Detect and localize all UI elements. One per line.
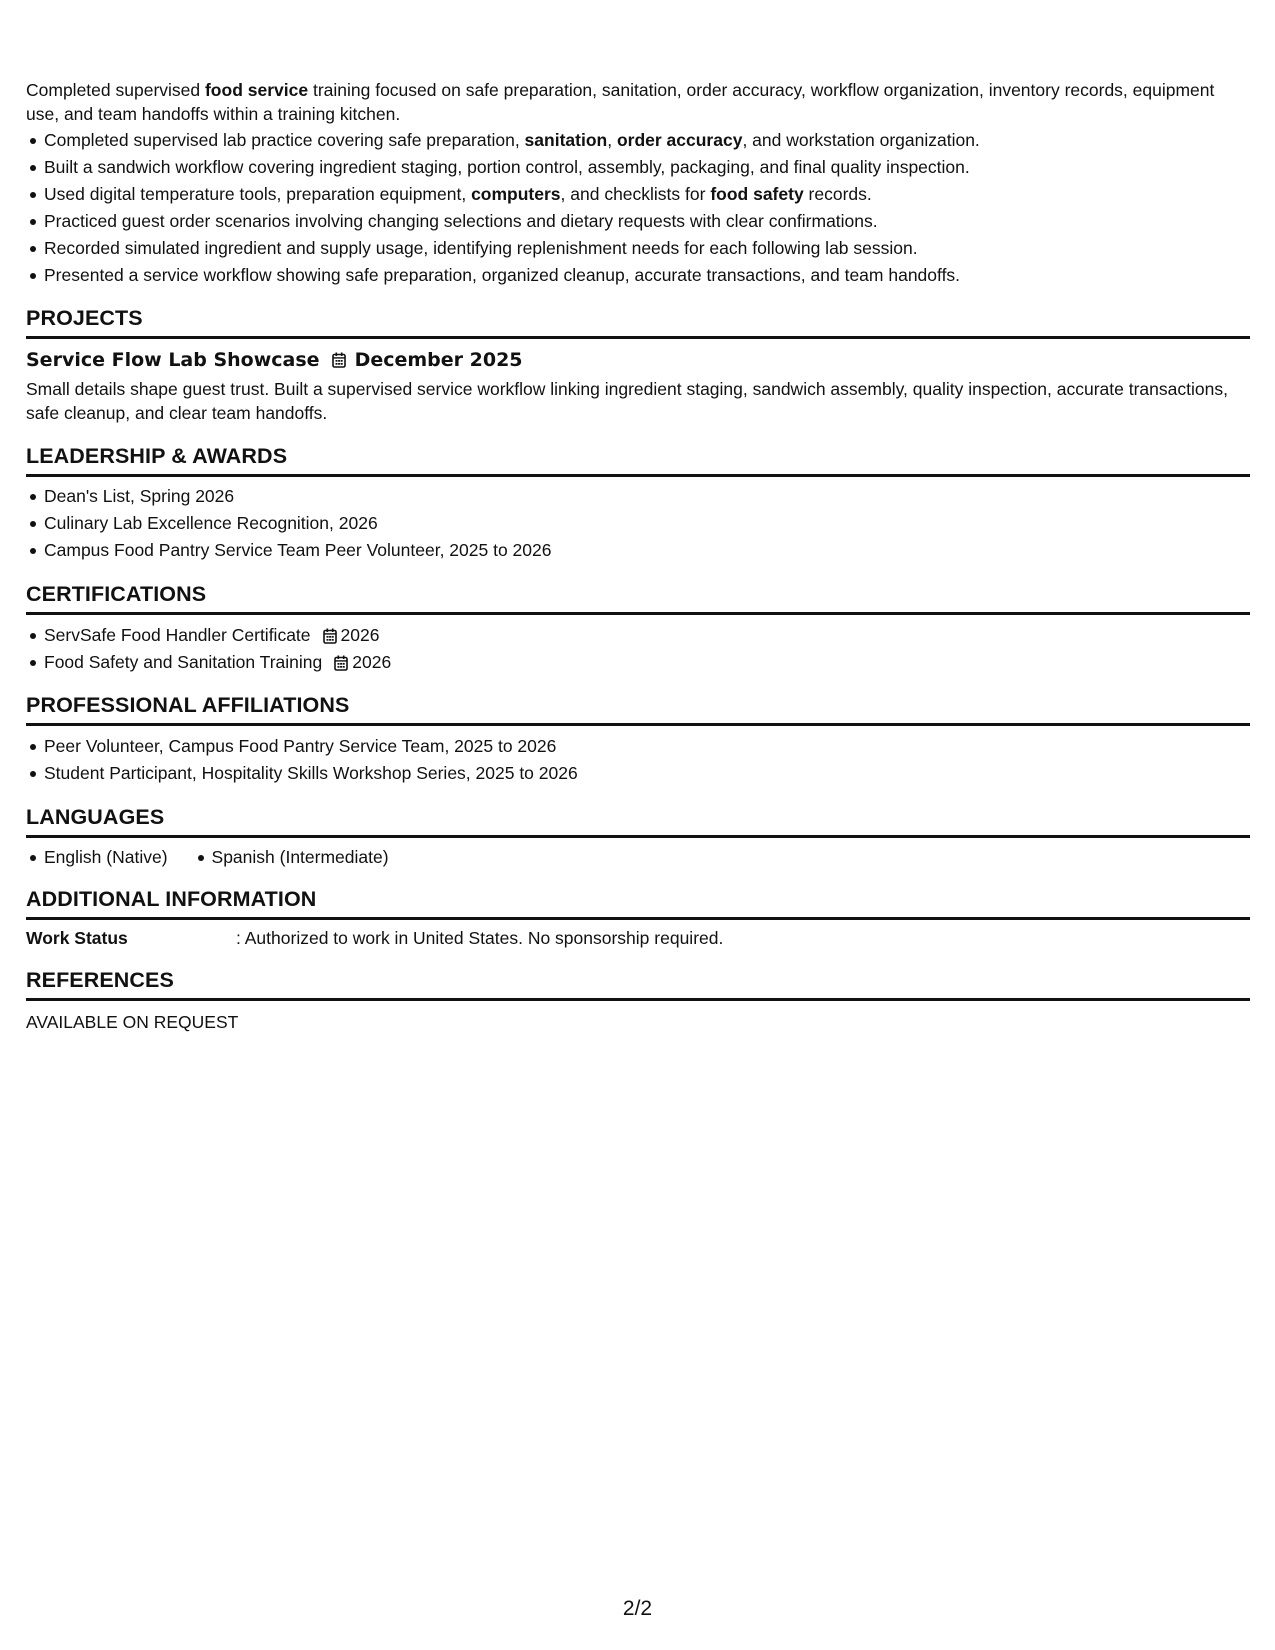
language-item: Spanish (Intermediate) <box>212 844 389 871</box>
work-status-row <box>26 926 1250 950</box>
language-item: English (Native) <box>44 844 168 871</box>
calendar-icon <box>334 655 348 671</box>
work-status-value: : Authorized to work in United States. No sponsorship required. <box>236 928 724 948</box>
leadership-list <box>26 483 1250 564</box>
list-item: Peer Volunteer, Campus Food Pantry Service Team, 2025 to 2026 <box>44 733 1250 760</box>
experience-bullet: Recorded simulated ingredient and supply usage, identifying replenishment needs for each following lab session. <box>44 235 1250 262</box>
experience-bullet-list <box>26 127 1250 289</box>
resume-page <box>26 78 1250 1034</box>
references-heading: REFERENCES <box>26 967 1250 1001</box>
page-number: 2/2 <box>622 1597 653 1620</box>
list-item: Student Participant, Hospitality Skills Workshop Series, 2025 to 2026 <box>44 760 1250 787</box>
list-item: Dean's List, Spring 2026 <box>44 483 1250 510</box>
experience-summary: Completed supervised food service training focused on safe preparation, sanitation, order accuracy, workflow organization, inventory records, equipment use, and team handoffs within a training kitchen. <box>26 80 1215 124</box>
experience-bullet: Presented a service workflow showing safe preparation, organized cleanup, accurate transactions, and team handoffs. <box>44 262 1250 289</box>
project-header <box>26 347 1250 373</box>
calendar-icon <box>323 628 337 644</box>
experience-bullet: Completed supervised lab practice covering safe preparation, sanitation, order accuracy, and workstation organization. <box>44 127 1250 154</box>
affiliations-list <box>26 733 1250 787</box>
project-description: Small details shape guest trust. Built a supervised service workflow linking ingredient staging, sandwich assembly, quality inspection, accurate transactions, safe cleanup, and clear team handoffs. <box>26 379 1228 423</box>
work-status-label: Work Status <box>26 928 128 948</box>
certification-year: 2026 <box>340 625 380 645</box>
project-name: Service Flow Lab Showcase <box>26 349 320 371</box>
additional-info-heading: ADDITIONAL INFORMATION <box>26 886 1250 920</box>
projects-heading: PROJECTS <box>26 305 1250 339</box>
list-item: Culinary Lab Excellence Recognition, 2026 <box>44 510 1250 537</box>
project-date: December 2025 <box>354 349 523 371</box>
experience-bullet: Practiced guest order scenarios involving changing selections and dietary requests with clear confirmations. <box>44 208 1250 235</box>
certifications-list <box>26 622 1250 676</box>
certification-year: 2026 <box>352 652 392 672</box>
certification-item: Food Safety and Sanitation Training 2026 <box>44 649 1250 676</box>
certifications-heading: CERTIFICATIONS <box>26 581 1250 615</box>
languages-list <box>26 844 1250 871</box>
leadership-heading: LEADERSHIP & AWARDS <box>26 443 1250 477</box>
certification-item: ServSafe Food Handler Certificate 2026 <box>44 622 1250 649</box>
languages-heading: LANGUAGES <box>26 804 1250 838</box>
list-item: Campus Food Pantry Service Team Peer Volunteer, 2025 to 2026 <box>44 537 1250 564</box>
references-text: AVAILABLE ON REQUEST <box>26 1012 239 1032</box>
affiliations-heading: PROFESSIONAL AFFILIATIONS <box>26 692 1250 726</box>
experience-bullet: Built a sandwich workflow covering ingredient staging, portion control, assembly, packaging, and final quality inspection. <box>44 154 1250 181</box>
experience-bullet: Used digital temperature tools, preparation equipment, computers, and checklists for food safety records. <box>44 181 1250 208</box>
calendar-icon <box>332 352 346 368</box>
